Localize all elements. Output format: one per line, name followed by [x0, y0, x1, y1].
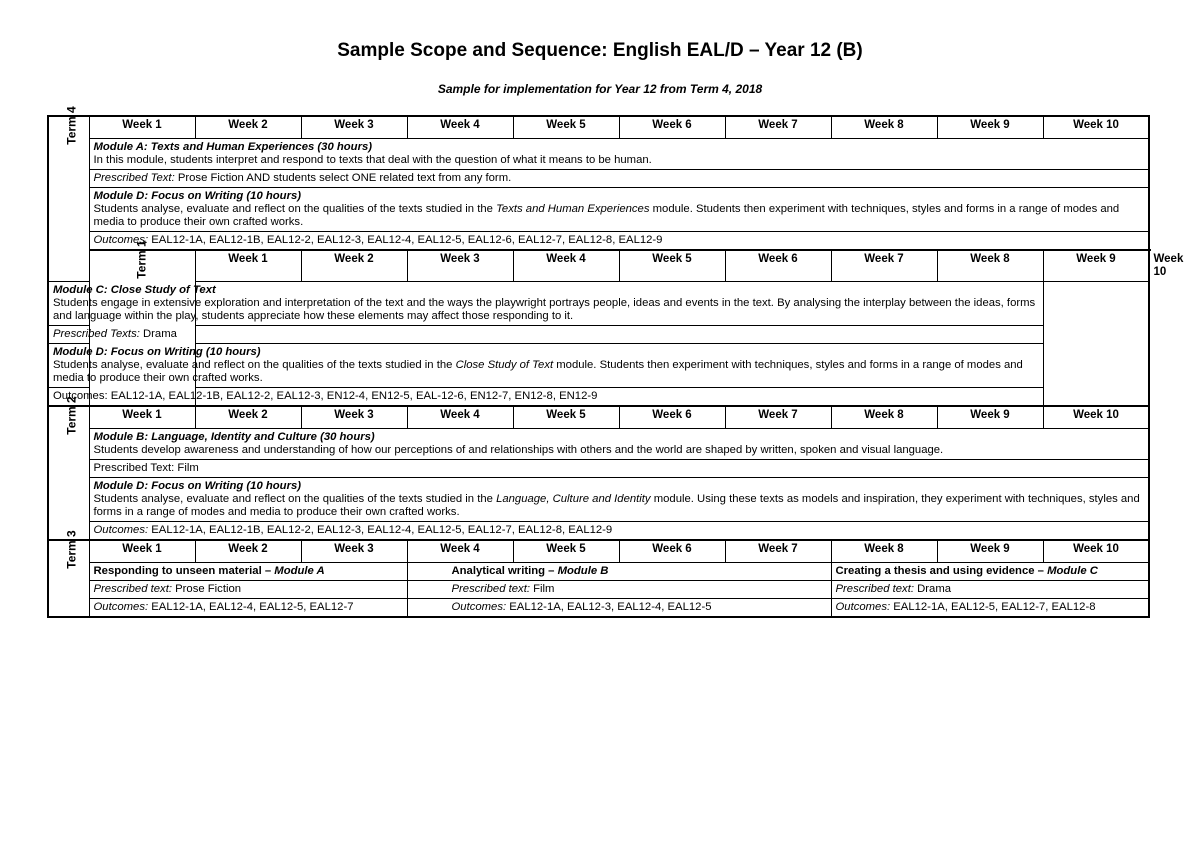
week-header: Week 3 — [407, 250, 513, 282]
week-header: Week 8 — [937, 250, 1043, 282]
term2-week-row — [48, 406, 1149, 429]
outcomes-label: Outcomes: — [93, 234, 149, 246]
week-header: Week 8 — [831, 116, 937, 139]
week-header: Week 2 — [195, 116, 301, 139]
term3-outcomes-row — [48, 599, 1149, 618]
module-d-heading: Module D: Focus on Writing (10 hours) — [53, 346, 261, 358]
week-header: Week 1 — [89, 406, 195, 429]
week-header: Week 7 — [725, 406, 831, 429]
prescribed-cell — [89, 170, 1149, 188]
week-header: Week 9 — [937, 406, 1043, 429]
module-d-heading: Module D: Focus on Writing (10 hours) — [93, 190, 302, 202]
col2-heading-text: Analytical writing – — [451, 565, 558, 577]
prescribed-label: Prescribed text: — [451, 583, 530, 595]
outcomes-cell — [89, 232, 1149, 251]
module-d-cell — [89, 478, 1149, 522]
outcomes-cell — [89, 522, 1149, 541]
term3-heading-row — [48, 563, 1149, 581]
week-header: Week 2 — [195, 540, 301, 563]
week-header: Week 7 — [725, 540, 831, 563]
term1-module-d-row — [48, 344, 1149, 388]
module-d-desc-italic: Language, Culture and Identity — [496, 493, 651, 505]
week-header: Week 10 — [1043, 116, 1149, 139]
term4-week-row — [48, 116, 1149, 139]
term2-prescribed-row — [48, 460, 1149, 478]
week-header: Week 8 — [831, 406, 937, 429]
term1-module-c-row — [48, 282, 1149, 326]
week-header: Week 3 — [301, 116, 407, 139]
module-d-desc-end: module. Students then experiment with techniques, styles and forms in a range of modes and media to produce their own crafted works. — [93, 203, 1120, 228]
outcomes-label: Outcomes: — [93, 524, 149, 536]
term4-prescribed-row — [48, 170, 1149, 188]
module-d-cell — [89, 188, 1149, 232]
prescribed-label: Prescribed text: — [93, 583, 172, 595]
term2-module-b-row — [48, 429, 1149, 460]
module-d-heading: Module D: Focus on Writing (10 hours) — [93, 480, 302, 492]
week-header: Week 3 — [301, 540, 407, 563]
week-header: Week 4 — [407, 116, 513, 139]
term3-col3-prescribed — [831, 581, 1149, 599]
prescribed-label: Prescribed text: — [835, 583, 914, 595]
week-header: Week 10 — [1043, 540, 1149, 563]
scope-sequence-table — [47, 106, 1184, 618]
col3-heading-module: Module C — [1047, 565, 1098, 577]
week-header: Week 7 — [725, 116, 831, 139]
page-subtitle: Sample for implementation for Year 12 from Term 4, 2018 — [437, 82, 763, 96]
prescribed-value: Prose Fiction AND students select ONE related text from any form. — [174, 172, 512, 184]
week-header: Week 6 — [725, 250, 831, 282]
week-header: Week 8 — [831, 540, 937, 563]
module-c-heading: Module C: Close Study of Text — [53, 284, 216, 296]
term3-col3-outcomes — [831, 599, 1149, 618]
term3-label-cell — [48, 530, 89, 617]
outcomes-label: Outcomes: — [835, 601, 891, 613]
week-header: Week 6 — [619, 116, 725, 139]
module-b-description: Students develop awareness and understanding of how our perceptions of and relationships with others and the world are shaped by written, spoken and visual language. — [93, 444, 944, 456]
module-d-desc-start: Students analyse, evaluate and reflect on the qualities of the texts studied in the — [93, 203, 497, 215]
week-header: Week 5 — [513, 116, 619, 139]
module-d-desc-italic: Close Study of Text — [455, 359, 554, 371]
module-d-desc-start: Students analyse, evaluate and reflect on the qualities of the texts studied in the — [93, 493, 497, 505]
term3-col1-prescribed — [89, 581, 407, 599]
outcomes-cell: Outcomes: EAL12-1A, EAL12-1B, EAL12-2, EAL12-3, EN12-4, EN12-5, EAL-12-6, EN12-7, EN12-8, EN12-9 — [48, 388, 1043, 407]
week-header: Week 2 — [301, 250, 407, 282]
term4-label: Term 4 — [64, 106, 79, 145]
week-header: Week 4 — [407, 406, 513, 429]
module-d-description — [53, 359, 1039, 385]
term4-module-a-row — [48, 139, 1149, 170]
module-b-cell — [89, 429, 1149, 460]
module-c-description: Students engage in extensive exploration and interpretation of the text and the ways the playwright portrays people, ideas and events in the text. By analysing the interplay between the ideas, forms and language within the play, students appreciate how these elements may affect those responding to it. — [53, 297, 1036, 322]
term3-col1-heading — [89, 563, 407, 581]
prescribed-label: Prescribed Texts: — [53, 328, 140, 340]
term4-label-cell — [48, 106, 89, 282]
prescribed-label: Prescribed Text: — [93, 172, 175, 184]
term2-label: Term 2 — [64, 396, 79, 435]
week-header: Week 1 — [89, 116, 195, 139]
week-header: Week 1 — [89, 540, 195, 563]
outcomes-value: EAL12-1A, EAL12-1B, EAL12-2, EAL12-3, EAL12-4, EAL12-5, EAL12-6, EAL12-7, EAL12-8, EAL12-9 — [148, 234, 663, 246]
week-header: Week 5 — [513, 406, 619, 429]
week-header: Week 6 — [619, 406, 725, 429]
module-d-desc-start: Students analyse, evaluate and reflect on the qualities of the texts studied in the — [53, 359, 456, 371]
outcomes-value: EAL12-1A, EAL12-3, EAL12-4, EAL12-5 — [506, 601, 712, 613]
module-d-desc-end: module. Students then experiment with techniques, styles and forms in a range of modes and media to produce their own crafted works. — [53, 359, 1023, 384]
week-header: Week 9 — [937, 540, 1043, 563]
module-b-heading: Module B: Language, Identity and Culture (30 hours) — [93, 431, 375, 443]
prescribed-value: Drama — [139, 328, 177, 340]
outcomes-value: EAL12-1A, EAL12-5, EAL12-7, EAL12-8 — [890, 601, 1096, 613]
col1-heading-text: Responding to unseen material – — [93, 565, 275, 577]
term3-week-row — [48, 540, 1149, 563]
term4-module-d-row — [48, 188, 1149, 232]
week-header: Week 5 — [513, 540, 619, 563]
module-d-desc-end: module. Using these texts as models and inspiration, they experiment with techniques, styles and forms in a range of modes and media to produce their own crafted works. — [93, 493, 1140, 518]
term3-col2-outcomes — [407, 599, 831, 618]
outcomes-value: EAL12-1A, EAL12-1B, EAL12-2, EAL12-3, EAL12-4, EAL12-5, EAL12-7, EAL12-8, EAL12-9 — [148, 524, 613, 536]
week-header: Week 4 — [407, 540, 513, 563]
term2-label-cell — [48, 396, 89, 540]
module-a-heading: Module A: Texts and Human Experiences (30 hours) — [93, 141, 373, 153]
prescribed-cell: Prescribed Text: Film — [89, 460, 1149, 478]
col1-heading-module: Module A — [274, 565, 325, 577]
week-header: Week 5 — [619, 250, 725, 282]
term3-label: Term 3 — [64, 530, 79, 569]
week-header: Week 1 — [195, 250, 301, 282]
term2-module-d-row — [48, 478, 1149, 522]
module-d-description — [94, 203, 1145, 229]
term3-prescribed-row — [48, 581, 1149, 599]
module-d-description — [94, 493, 1145, 519]
module-a-description: In this module, students interpret and respond to texts that deal with the question of what it means to be human. — [93, 154, 652, 166]
week-header: Week 9 — [937, 116, 1043, 139]
week-header: Week 9 — [1043, 250, 1149, 282]
week-header: Week 3 — [301, 406, 407, 429]
term1-outcomes-row — [48, 388, 1149, 407]
week-header: Week 6 — [619, 540, 725, 563]
col3-heading-text: Creating a thesis and using evidence – — [835, 565, 1048, 577]
term1-prescribed-row — [48, 326, 1149, 344]
week-header: Week 10 — [1043, 406, 1149, 429]
module-c-cell — [48, 282, 1043, 326]
outcomes-label: Outcomes: — [451, 601, 507, 613]
module-a-cell — [89, 139, 1149, 170]
term3-col1-outcomes — [89, 599, 407, 618]
prescribed-value: Drama — [913, 583, 952, 595]
week-header: Week 2 — [195, 406, 301, 429]
term3-col2-heading — [407, 563, 831, 581]
outcomes-label: Outcomes: — [93, 601, 149, 613]
outcomes-value: EAL12-1A, EAL12-4, EAL12-5, EAL12-7 — [148, 601, 354, 613]
page-title: Sample Scope and Sequence: English EAL/D – Year 12 (B) — [337, 40, 863, 61]
term3-col3-heading — [831, 563, 1149, 581]
term3-col2-prescribed — [407, 581, 831, 599]
week-header: Week 7 — [831, 250, 937, 282]
term2-outcomes-row — [48, 522, 1149, 541]
module-d-cell — [48, 344, 1043, 388]
term4-outcomes-row — [48, 232, 1149, 251]
prescribed-value: Film — [529, 583, 555, 595]
module-d-desc-italic: Texts and Human Experiences — [496, 203, 650, 215]
term1-label: Term 1 — [134, 240, 149, 279]
prescribed-value: Prose Fiction — [171, 583, 242, 595]
prescribed-cell — [48, 326, 1043, 344]
term1-week-row: Term 1 Week 1 Week 2 Week 3 Week 4 Week 5 Week 6 Week 7 Week 8 Week 9 Week 10 — [48, 250, 1149, 282]
col2-heading-module: Module B — [557, 565, 609, 577]
week-header: Week 4 — [513, 250, 619, 282]
